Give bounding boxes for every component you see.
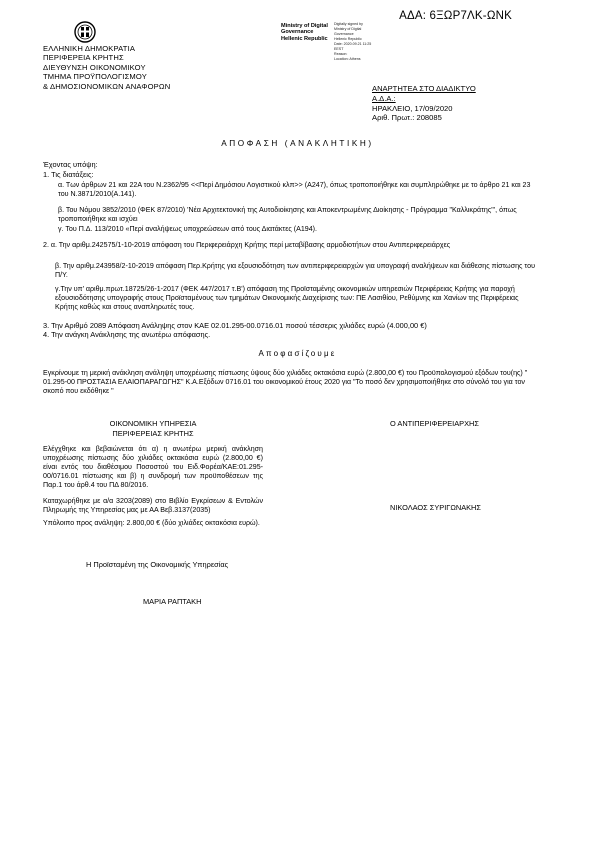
ada-label: Α.Δ.Α.: [372,93,396,103]
finance-remaining-text: Υπόλοιπο προς ανάληψη: 2.800,00 € (δύο χιλιάδες οκτακόσια ευρώ). [43,519,260,527]
item-4: 4. Την ανάγκη Ανάκλησης της ανωτέρω απόφασης. [43,330,211,339]
ministry-stamp: Ministry of Digital Governance Hellenic Republic [281,23,328,42]
item-2b: β. Την αριθμ.243958/2-10-2019 απόφαση Περ.Κρήτης για εξουσιοδότηση των αντιπεριφερειαρχών για υπογραφή αναλήψεων και διάθεσης πίστωσης του Π/Υ. [55,262,535,280]
item-1: 1. Τις διατάξεις: [43,170,94,179]
finance-registration-text: Καταχωρήθηκε με α/α 3203(2089) στο Βιβλίο Εγκρίσεων & Εντολών Πληρωμής της Υπηρεσίας μας με ΑΑ Βεβ.3137(2035) [43,497,263,515]
finance-head-name: ΜΑΡΙΑ ΡΑΠΤΑΚΗ [143,597,202,606]
signatory-name: ΝΙΚΟΛΑΟΣ ΣΥΡΙΓΩΝΑΚΗΣ [390,503,481,512]
item-2a: 2. α. Την αριθμ.242575/1-10-2019 απόφαση του Περιφερειάρχη Κρήτης περί μεταβίβασης αρμοδιοτήτων στου Αντιπεριφερειάρχες [43,241,451,249]
finance-heading-1: ΟΙΚΟΝΟΜΙΚΗ ΥΠΗΡΕΣΙΑ [109,419,197,428]
digital-signature-block: Digitally signed by Ministry of Digital Governance Hellenic Republic Date: 2020.09.21 11:25 EEST Reason: Location: Athens [334,22,372,61]
finance-check-text: Ελέγχθηκε και βεβαιώνεται ότι α) η ανωτέρω μερική ανάκληση υποχρέωσης πίστωσης δύο χιλιάδες οκτακόσια ευρώ (2.800,00 €) είναι εντός του διαθέσιμου Ποσοστού του Ειδ.Φορέα/ΚΑΕ:01.295-00/0716.01 πίστωσης και β) η συνδρομή των προϋποθέσεων της Παρ.1 του άρθ.4 του ΠΔ 80/2016. [43,445,263,490]
item-1a: α. Των άρθρων 21 και 22Α του Ν.2362/95 <<Περί Δημόσιου Λογιστικού κλπ>> (Α247), όπως τροποποιήθηκε και συμπληρώθηκε με το άρθρο 21 και 23 του Ν.3871/2010(Α.141). [58,181,531,199]
document-title: ΑΠΟΦΑΣΗ (ΑΝΑΚΛΗΤΙΚΗ) [221,139,374,148]
publication-header [372,84,476,123]
ada-code: ΑΔΑ: 6ΞΩΡ7ΛΚ-ΩΝΚ [399,10,512,22]
decision-text: Εγκρίνουμε τη μερική ανάκληση ανάληψη υποχρέωσης πίστωσης ύψους δύο χιλιάδες οκτακόσια ευρώ (2.800,00 €) του Προϋπολογισμού εξόδων του(ης) " 01.295-00 ΠΡΟΣΤΑΣΙΑ ΕΛΑΙΟΠΑΡΑΓΩΓΗΣ" Κ.Α.Εξόδων 0716.01 του οικονομικού έτους 2020 για "Το ποσό δεν χρησιμοποιήθηκε στο σύνολό του για τον σκοπό που εκδόθηκε " [43,369,528,396]
protocol-number: Αριθ. Πρωτ.: 208085 [372,113,442,123]
finance-head-title: Η Προϊσταμένη της Οικονομικής Υπηρεσίας [86,560,229,569]
decide-heading: Αποφασίζουμε [258,349,337,358]
finance-heading-2: ΠΕΡΙΦΕΡΕΙΑΣ ΚΡΗΤΗΣ [112,429,194,438]
item-2c: γ.Την υπ' αριθμ.πρωτ.18725/26-1-2017 (ΦΕΚ 447/2017 τ.Β') απόφαση της Προϊσταμένης οικονομικών υπηρεσιών Περιφέρειας Κρήτης για παροχή εξουσιοδότησης υπογραφής στους Προϊσταμένους των τμημάτων Οικονομικής Διαχείρισης των: ΠΕ Λασιθίου, Ρεθύμνης και Χανίων της Περιφέρειας Κρήτης καθώς και στους αναπληρωτές τους. [55,285,519,312]
greek-emblem-icon [74,21,96,43]
publish-online-label: ΑΝΑΡΤΗΤΕΑ ΣΤΟ ΔΙΑΔΙΚΤΥΟ [372,84,476,93]
item-3: 3. Την Αριθμό 2089 Απόφαση Ανάληψης στον ΚΑΕ 02.01.295-00.0716.01 ποσού τέσσερις χιλιάδες ευρώ (4.000,00 €) [43,321,427,330]
having-regard-label: Έχοντας υπόψη: [43,160,98,169]
item-1c: γ. Του Π.Δ. 113/2010 «Περί αναλήψεως υποχρεώσεων από τους Διατάκτες (Α194). [58,225,318,233]
signatory-role: Ο ΑΝΤΙΠΕΡΙΦΕΡΕΙΑΡΧΗΣ [390,419,479,428]
item-1b: β. Του Νόμου 3852/2010 (ΦΕΚ 87/2010) 'Νέα Αρχιτεκτονική της Αυτοδιοίκησης και Αποκεντρωμένης Διοίκησης - Πρόγραμμα "Καλλικράτης"', όπως τροποποιήθηκε και ισχύει [58,206,517,224]
place-date: ΗΡΑΚΛΕΙΟ, 17/09/2020 [372,103,453,113]
issuer-header: ΕΛΛΗΝΙΚΗ ΔΗΜΟΚΡΑΤΙΑ ΠΕΡΙΦΕΡΕΙΑ ΚΡΗΤΗΣ ΔΙΕΥΘΥΝΣΗ ΟΙΚΟΝΟΜΙΚΟΥ ΤΜΗΜΑ ΠΡΟΫΠΟΛΟΓΙΣΜΟΥ & ΔΗΜΟΣΙΟΝΟΜΙΚΩΝ ΑΝΑΦΟΡΩΝ [43,44,171,91]
